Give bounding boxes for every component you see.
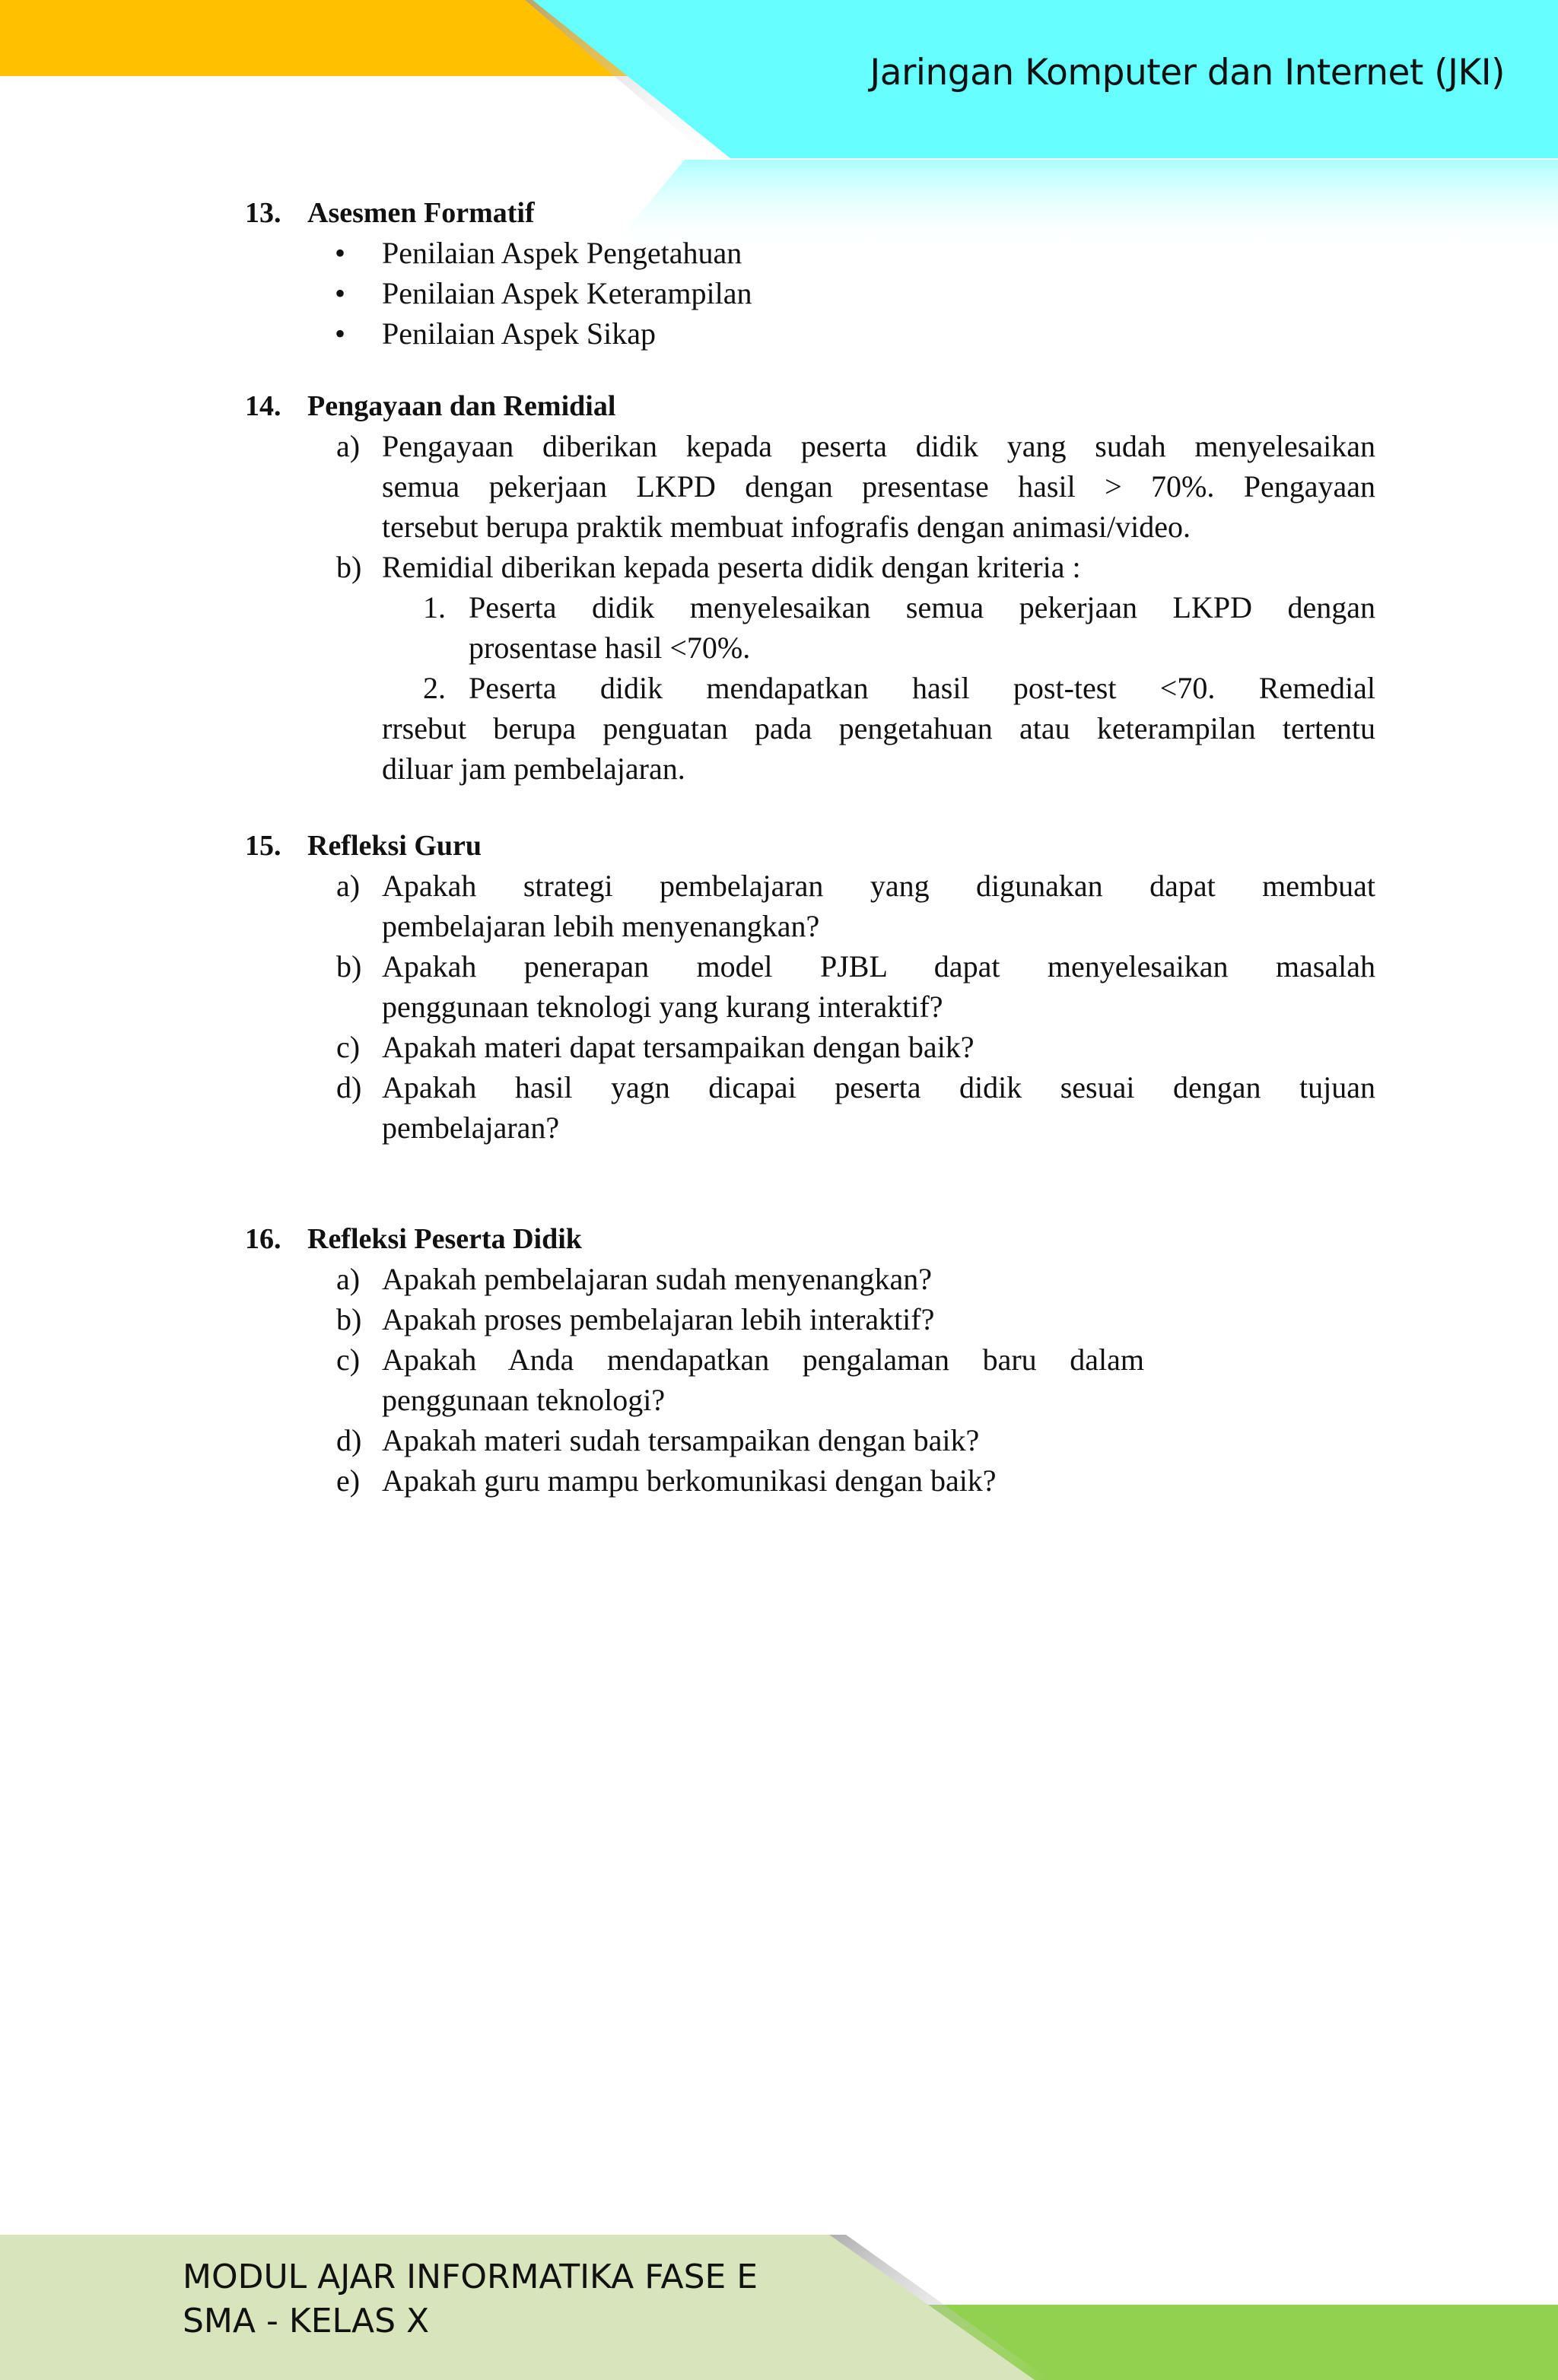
paragraph-line: Remidial diberikan kepada peserta didik dengan kriteria : (382, 550, 1081, 584)
list-marker: 1. (423, 590, 446, 624)
section-title-asesmen: Asesmen Formatif (307, 197, 535, 229)
list-marker: 2. (423, 671, 446, 705)
paragraph-line: prosentase hasil <70%. (469, 631, 751, 665)
list-marker: d) (336, 1070, 362, 1104)
paragraph-line: Apakah strategi pembelajaran yang digunakan dapat membuat (382, 869, 1375, 903)
paragraph-line: Peserta didik mendapatkan hasil post-test <70. Remedial (469, 671, 1375, 705)
paragraph-line: pembelajaran lebih menyenangkan? (382, 909, 820, 943)
paragraph-line: Apakah materi dapat tersampaikan dengan baik? (382, 1030, 975, 1064)
list-marker: c) (336, 1030, 361, 1064)
list-marker: a) (336, 1262, 361, 1296)
list-marker: e) (336, 1463, 361, 1498)
paragraph-line: diluar jam pembelajaran. (382, 751, 685, 786)
paragraph-line: Apakah Anda mendapatkan pengalaman baru dalam (382, 1343, 1144, 1377)
section-title-pengayaan: Pengayaan dan Remidial (307, 390, 616, 422)
header-title: Jaringan Komputer dan Internet (JKI) (870, 52, 1505, 94)
list-item: Penilaian Aspek Keterampilan (382, 276, 752, 310)
section-number: 13. (245, 197, 281, 229)
list-marker: b) (336, 550, 362, 584)
list-marker: a) (336, 429, 361, 463)
footer-line-2: SMA - KELAS X (183, 2302, 430, 2340)
paragraph-line: semua pekerjaan LKPD dengan presentase hasil > 70%. Pengayaan (382, 469, 1375, 504)
list-marker: b) (336, 1302, 362, 1336)
paragraph-line: penggunaan teknologi? (382, 1383, 666, 1417)
paragraph-line: rrsebut berupa penguatan pada pengetahuan atau keterampilan tertentu (382, 711, 1375, 745)
section-number: 16. (245, 1223, 281, 1255)
paragraph-line: Apakah materi sudah tersampaikan dengan baik? (382, 1423, 980, 1457)
paragraph-line: Peserta didik menyelesaikan semua pekerjaan LKPD dengan (469, 590, 1375, 624)
paragraph-line: penggunaan teknologi yang kurang interaktif? (382, 990, 943, 1024)
list-item: Penilaian Aspek Sikap (382, 316, 656, 351)
section-title-refleksi-guru: Refleksi Guru (307, 830, 482, 862)
list-marker: d) (336, 1423, 362, 1457)
list-marker: b) (336, 949, 362, 983)
section-number: 14. (245, 390, 281, 422)
section-number: 15. (245, 830, 281, 862)
header-decoration (0, 0, 1558, 251)
paragraph-line: Apakah guru mampu berkomunikasi dengan baik? (382, 1463, 997, 1498)
list-item: Penilaian Aspek Pengetahuan (382, 236, 742, 270)
paragraph-line: Apakah penerapan model PJBL dapat menyelesaikan masalah (382, 949, 1375, 983)
bullet-icon: • (335, 236, 346, 270)
section-title-refleksi-peserta: Refleksi Peserta Didik (307, 1223, 582, 1255)
paragraph-line: pembelajaran? (382, 1111, 560, 1145)
bullet-icon: • (335, 276, 346, 310)
list-marker: c) (336, 1343, 361, 1377)
footer-line-1: MODUL AJAR INFORMATIKA FASE E (183, 2258, 758, 2296)
paragraph-line: Apakah pembelajaran sudah menyenangkan? (382, 1262, 933, 1296)
paragraph-line: Pengayaan diberikan kepada peserta didik yang sudah menyelesaikan (382, 429, 1375, 463)
list-marker: a) (336, 869, 361, 903)
bullet-icon: • (335, 316, 346, 351)
paragraph-line: Apakah proses pembelajaran lebih interaktif? (382, 1302, 935, 1336)
paragraph-line: Apakah hasil yagn dicapai peserta didik sesuai dengan tujuan (382, 1070, 1375, 1104)
footer-module-title (183, 2255, 758, 2343)
paragraph-line: tersebut berupa praktik membuat infografis dengan animasi/video. (382, 510, 1191, 544)
